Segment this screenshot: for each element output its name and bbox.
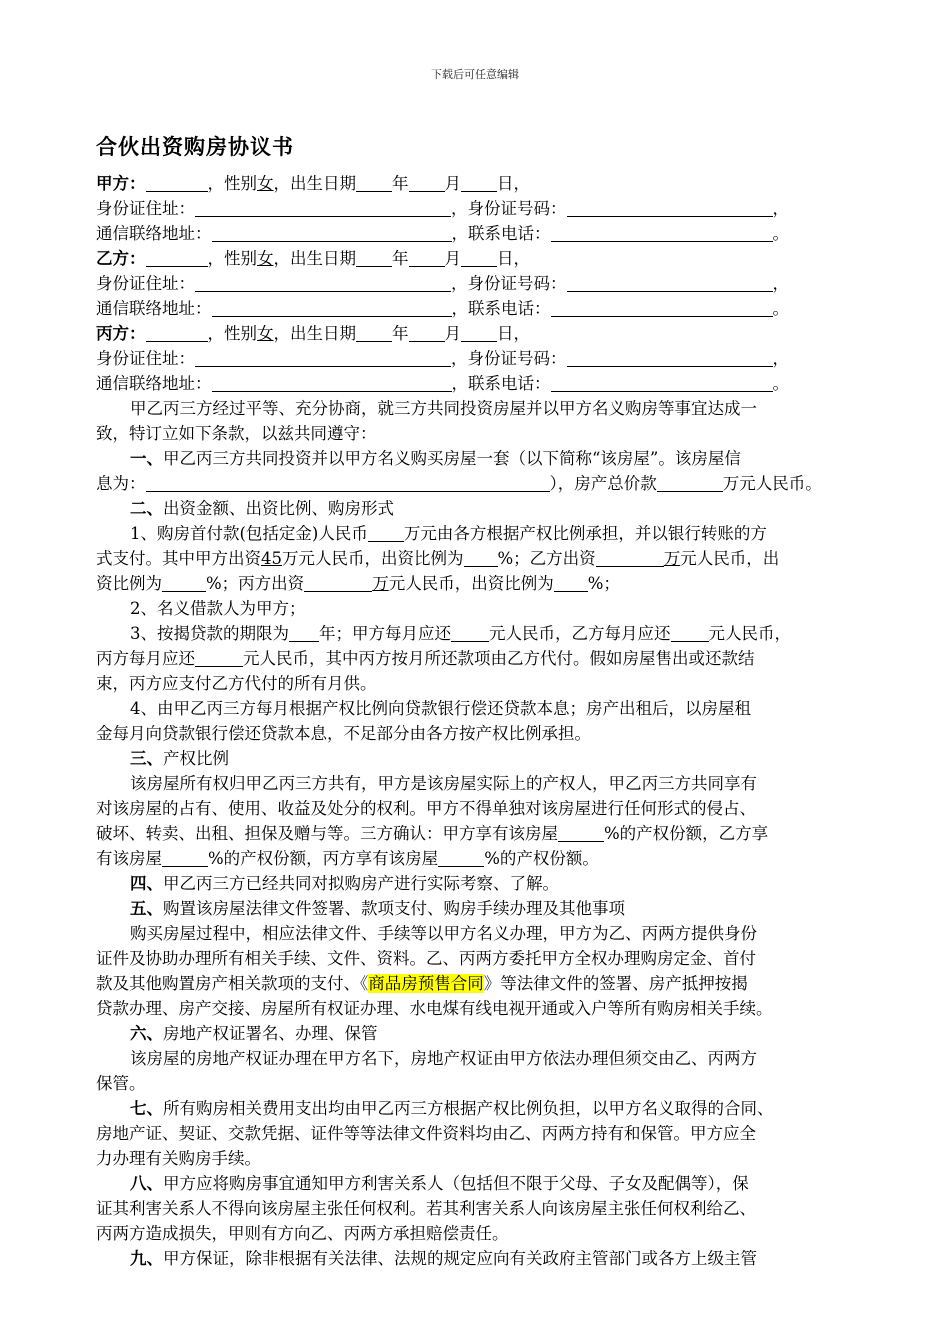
clause-6-heading: 六、房地产权证署名、办理、保管 [130,1024,378,1043]
clause-9-line-1: 九、甲方保证，除非根据有关法律、法规的规定应向有关政府主管部门或各方上级主管 [130,1249,757,1268]
clause-5-line-4: 贷款办理、房产交接、房屋所有权证办理、水电煤有线电视开通或入户等所有购房相关手续。 [96,999,773,1018]
clause-1-line-2: 息为： ），房产总价款 万元人民币。 [96,474,822,493]
party-bing-label: 丙方： [96,324,146,343]
clause-6-line-2: 保管。 [96,1074,146,1093]
highlighted-contract-name: 商品房预售合同 [368,974,484,993]
clause-5-line-1: 购买房屋过程中，相应法律文件、手续等以甲方名义办理，甲方为乙、丙两方提供身份 [130,924,757,943]
clause-3-line-2: 对该房屋的占有、使用、收益及处分的权利。甲方不得单独对该房屋进行任何形式的侵占、 [96,799,756,818]
clause-8-line-3: 丙两方造成损失，甲则有方向乙、丙两方承担赔偿责任。 [96,1224,509,1243]
party-yi-line: 乙方： ，性别女，出生日期 年 月 日， [96,249,530,268]
clause-5-line-3: 款及其他购置房产相关款项的支付、《商品房预售合同》等法律文件的签署、房产抵押按揭 [96,974,748,993]
clause-2-p1-line-1: 1、购房首付款(包括定金)人民币 万元由各方根据产权比例承担，并以银行转账的方 [130,524,767,543]
party-jia-id-line: 身份证住址： ，身份证号码： ， [96,199,789,218]
party-yi-contact-line: 通信联络地址： ，联系电话： 。 [96,299,789,318]
clause-8-line-1: 八、甲方应将购房事宜通知甲方利害关系人（包括但不限于父母、子女及配偶等），保 [130,1174,749,1193]
clause-2-p4-line-2: 金每月向贷款银行偿还贷款本息，不足部分由各方按产权比例承担。 [96,724,591,743]
clause-7-line-1: 七、所有购房相关费用支出均由甲乙丙三方根据产权比例负担，以甲方名义取得的合同、 [130,1099,774,1118]
party-jia-label: 甲方： [96,174,146,193]
party-bing-contact-line: 通信联络地址： ，联系电话： 。 [96,374,789,393]
party-jia-line: 甲方： ，性别女，出生日期 年 月 日， [96,174,530,193]
document-body [96,171,870,1271]
clause-2-p1-line-2: 式支付。其中甲方出资45万元人民币，出资比例为 %；乙方出资 万元人民币，出 [96,549,780,568]
header-note: 下载后可任意编辑 [431,68,519,81]
clause-7-line-2: 房地产证、契证、交款凭据、证件等等法律文件资料均由乙、丙两方持有和保管。甲方应全 [96,1124,756,1143]
intro-line-1: 甲乙丙三方经过平等、充分协商，就三方共同投资房屋并以甲方名义购房等事宜达成一 [130,399,757,418]
clause-2-p4-line-1: 4、由甲乙丙三方每月根据产权比例向贷款银行偿还贷款本息；房产出租后，以房屋租 [130,699,751,718]
party-yi-label: 乙方： [96,249,146,268]
clause-3-heading: 三、产权比例 [130,749,229,768]
clause-8-line-2: 证其利害关系人不得向该房屋主张任何权利。若其利害关系人向该房屋主张任何权利给乙、 [96,1199,756,1218]
party-yi-id-line: 身份证住址： ，身份证号码： ， [96,274,789,293]
clause-2-p3-line-2: 丙方每月应还 元人民币，其中丙方按月所还款项由乙方代付。假如房屋售出或还款结 [96,649,755,668]
clause-5-line-2: 证件及协助办理所有相关手续、文件、资料。乙、丙两方委托甲方全权办理购房定金、首付 [96,949,756,968]
clause-1-line-1: 一、甲乙丙三方共同投资并以甲方名义购买房屋一套（以下简称“该房屋”。该房屋信 [130,449,741,468]
blank-name [146,173,208,192]
party-bing-line: 丙方： ，性别女，出生日期 年 月 日， [96,324,530,343]
clause-5-heading: 五、购置该房屋法律文件签署、款项支付、购房手续办理及其他事项 [130,899,625,918]
clause-7-line-3: 力办理有关购房手续。 [96,1149,261,1168]
clause-2-p1-line-3: 资比例为 %；丙方出资 万元人民币，出资比例为 %； [96,574,620,593]
clause-2-p3-line-1: 3、按揭贷款的期限为 年；甲方每月应还 元人民币，乙方每月应还 元人民币， [130,624,791,643]
clause-4: 四、甲乙丙三方已经共同对拟购房产进行实际考察、了解。 [130,874,559,893]
clause-3-line-4: 有该房屋 %的产权份额，丙方享有该房屋 %的产权份额。 [96,849,599,868]
clause-1-number: 一、 [130,449,163,468]
gender-value: 女 [257,174,274,193]
clause-2-heading: 二、出资金额、出资比例、购房形式 [130,499,394,518]
clause-2-p2: 2、名义借款人为甲方； [130,599,306,618]
clause-3-line-1: 该房屋所有权归甲乙丙三方共有，甲方是该房屋实际上的产权人，甲乙丙三方共同享有 [130,774,757,793]
party-bing-id-line: 身份证住址： ，身份证号码： ， [96,349,789,368]
clause-3-line-3: 破坏、转卖、出租、担保及赠与等。三方确认：甲方享有该房屋 %的产权份额，乙方享 [96,824,769,843]
clause-2-p3-line-3: 束，丙方应支付乙方代付的所有月供。 [96,674,377,693]
clause-6-line-1: 该房屋的房地产权证办理在甲方名下，房地产权证由甲方依法办理但须交由乙、丙两方 [130,1049,757,1068]
intro-line-2: 致，特订立如下条款，以兹共同遵守： [96,424,377,443]
party-jia-contact-line: 通信联络地址： ，联系电话： 。 [96,224,789,243]
document-title: 合伙出资购房协议书 [96,135,294,159]
